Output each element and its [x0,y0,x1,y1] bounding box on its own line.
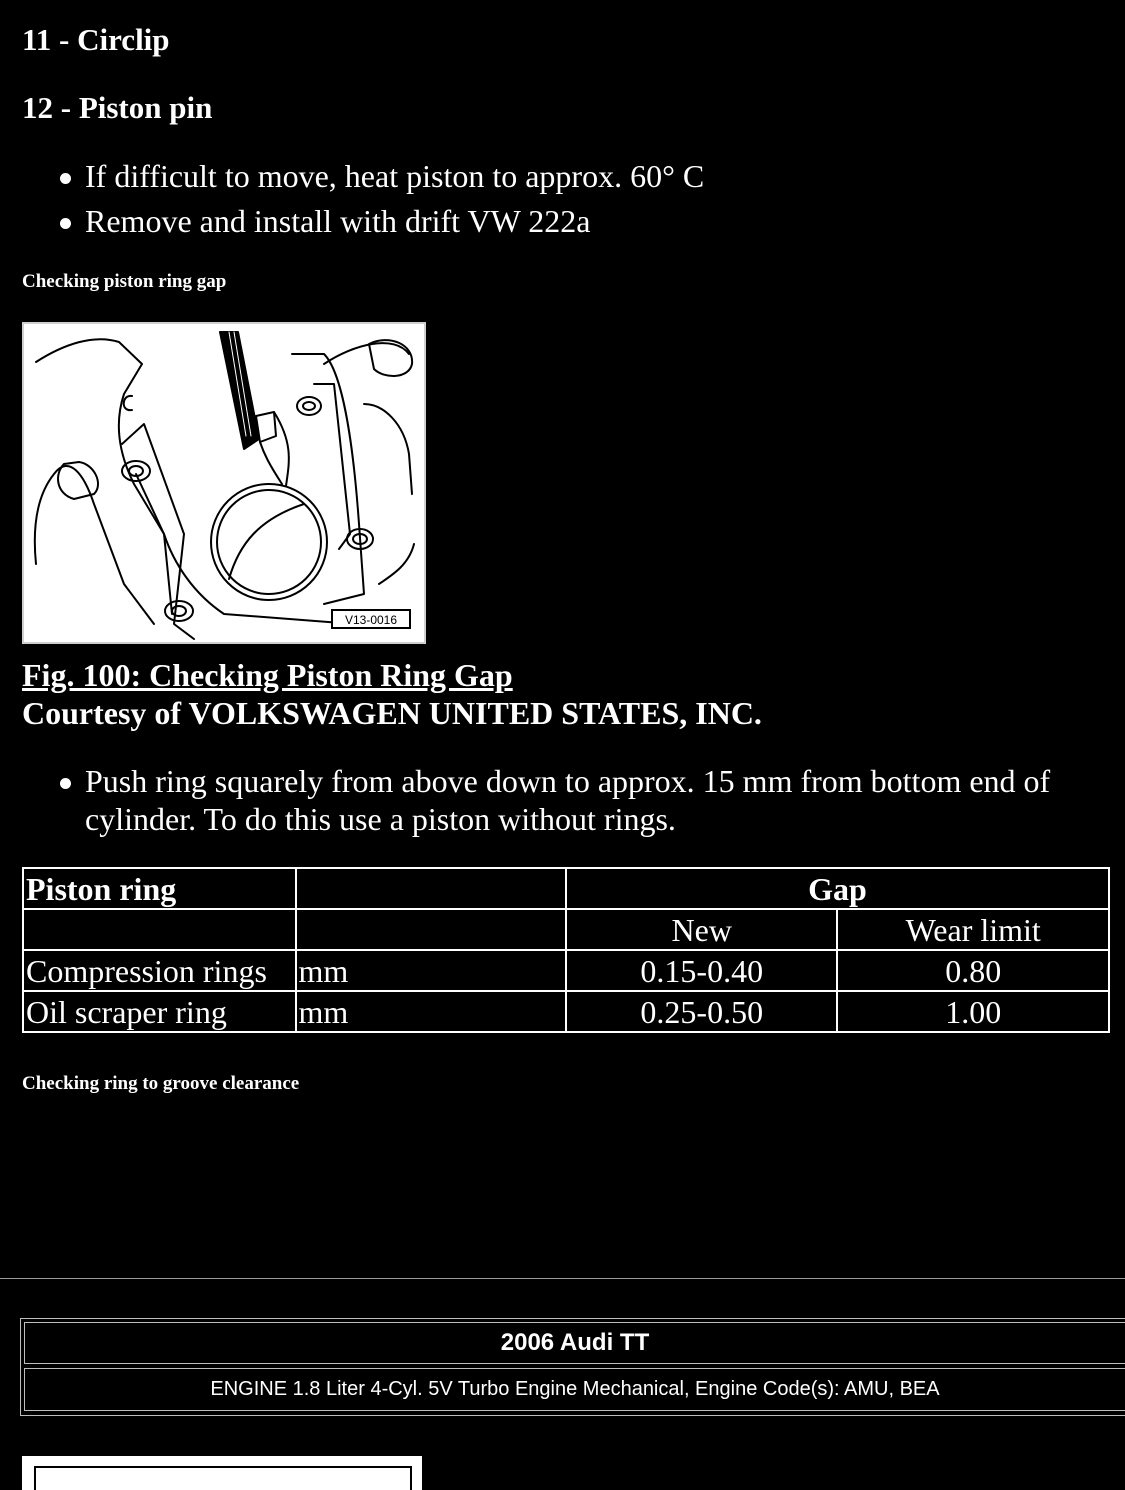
header-new: New [566,909,838,950]
row-wear-value: 0.80 [837,950,1109,991]
next-figure-frame [34,1466,412,1490]
piston-ring-gap-table [22,867,1110,1033]
bullet-heat-piston: If difficult to move, heat piston to approx. 60° C [85,158,705,194]
figure-caption-link[interactable]: Fig. 100: Checking Piston Ring Gap [22,657,513,693]
row-wear-value: 1.00 [837,991,1109,1032]
next-figure-partial [22,1456,422,1490]
header-gap: Gap [566,868,1109,909]
bullet-drift-tool: Remove and install with drift VW 222a [85,202,704,240]
figure-code-label: V13-0016 [344,613,398,627]
row-unit: mm [296,950,566,991]
row-name: Oil scraper ring [23,991,296,1032]
subheader-empty-1 [23,909,296,950]
table-subheader-row [23,909,1109,950]
footer-vehicle-title: 2006 Audi TT [24,1322,1125,1364]
piston-ring-gap-figure [22,322,426,644]
header-empty-unit [296,868,566,909]
item-11-heading: 11 - Circlip [22,22,170,57]
item-12-heading: 12 - Piston pin [22,90,213,125]
footer-engine-subtitle: ENGINE 1.8 Liter 4-Cyl. 5V Turbo Engine Mechanical, Engine Code(s): AMU, BEA [24,1368,1125,1411]
row-new-value: 0.15-0.40 [566,950,838,991]
header-wear-limit: Wear limit [837,909,1109,950]
page-footer-header [20,1318,1125,1416]
bullet-push-ring: Push ring squarely from above down to approx. 15 mm from bottom end of cylinder. To do this use a piston without rings. [85,762,1115,838]
header-piston-ring: Piston ring [23,868,296,909]
engine-block-illustration [24,324,424,642]
table-row [23,950,1109,991]
subheader-empty-2 [296,909,566,950]
row-unit: mm [296,991,566,1032]
push-ring-bullet-list [85,762,1115,838]
table-header-row [23,868,1109,909]
table-row [23,991,1109,1032]
row-new-value: 0.25-0.50 [566,991,838,1032]
page-divider [0,1278,1125,1279]
section-checking-groove-clearance: Checking ring to groove clearance [22,1073,300,1094]
row-name: Compression rings [23,950,296,991]
piston-pin-bullet-list [85,157,704,240]
section-checking-ring-gap: Checking piston ring gap [22,271,227,292]
figure-courtesy: Courtesy of VOLKSWAGEN UNITED STATES, INC. [22,695,762,731]
